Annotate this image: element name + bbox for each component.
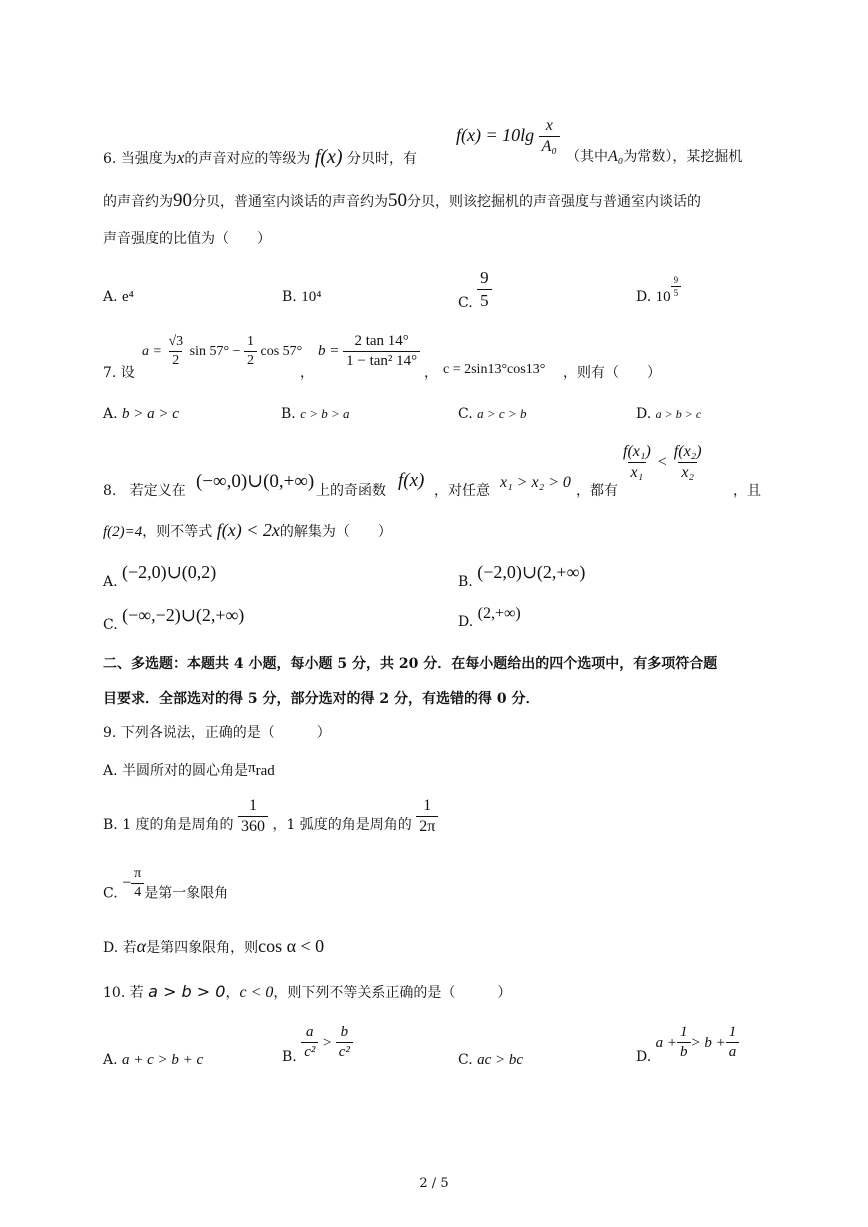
q8-t5: ，且 (733, 483, 761, 499)
q8-line2: f(2)=4，则不等式 f(x) < 2x的解集为（ ） (103, 520, 392, 540)
q8-condition: x₁ > x₂ > 0 (500, 474, 571, 491)
q6-option-b: B. 10⁴ (282, 289, 322, 305)
q7-a-expr: a = $\frac{√3}{2}$ sin 57° − $\frac{1}{2}$ cos 57° (142, 334, 303, 369)
q9-option-d: D. 若α是第四象限角，则cos α < 0 (103, 936, 325, 956)
q8-t2: 上的奇函数 (316, 483, 386, 499)
q7-option-c: C. a > c > b (458, 406, 527, 422)
q6-line1: 6. 当强度为x的声音对应的等级为 f(x) 分贝时，有 (103, 146, 418, 168)
q7-comma: ， (300, 365, 314, 381)
q9-option-c: C. − $\frac{\pi}{4}$ 是第一象限角 (103, 866, 229, 902)
q10-option-d: D. a + $\frac{1}{b}$ > b + $\frac{1}{a}$ (636, 1024, 739, 1065)
q6-option-c: C. $\frac{9}{5}$ (458, 268, 492, 311)
q6-line3: 声音强度的比值为（ ） (103, 231, 271, 247)
section-2-line1: 二、多选题：本题共 4 小题，每小题 5 分，共 20 分．在每小题给出的四个选项中，有多项符合题 (103, 656, 718, 672)
q8-option-b: B. (−2,0)∪(2,+∞) (458, 562, 586, 590)
q8-option-d: D. (2,+∞) (458, 605, 521, 630)
q8-option-c: C. (−∞,−2)∪(2,+∞) (103, 605, 245, 633)
q7-option-b: B. c > b > a (281, 406, 350, 422)
q9-stem: 9. 下列各说法，正确的是（ ） (103, 725, 331, 741)
q6-formula: f(x) = 10lg $\frac{x}{\text{A₀}}$ (456, 117, 560, 157)
q7-tail: ，则有（ ） (563, 365, 661, 381)
q8-domain: (−∞,0)∪(0,+∞) (196, 471, 315, 492)
q7-c-expr: c = 2sin13°cos13° (443, 362, 546, 377)
section-2-line2: 目要求．全部选对的得 5 分，部分选对的得 2 分，有选错的得 0 分． (103, 691, 540, 707)
q6-line2: 的声音约为90分贝，普通室内谈话的声音约为50分贝，则该挖掘机的声音强度与普通室内谈话的 (103, 190, 701, 211)
q8-line1: 8. 若定义在 (103, 483, 186, 499)
q7-b-expr: b = $\frac{2 \tan 14^\circ}{\text{1 − tan² 14°}}$ (318, 333, 420, 371)
page-number: 2 / 5 (419, 1176, 449, 1191)
q9-option-a: A. 半圆所对的圆心角是πrad (103, 760, 275, 779)
q8-option-a: A. (−2,0)∪(0,2) (103, 562, 217, 590)
q6-line1-tail: （其中A₀为常数），某挖掘机 (566, 148, 743, 165)
q8-t3: ，对任意 (434, 483, 490, 499)
q8-t4: ，都有 (576, 483, 618, 499)
q7-comma: ， (424, 365, 438, 381)
q7-number: 7. 设 (103, 365, 135, 381)
q10-option-b: B. $\frac{a}{\text{c²}}$ > $\frac{b}{\text{c²}}$ (282, 1024, 353, 1065)
q8-ratio-inequality: $\frac{\text{f(x₁)}}{\text{x₁}}$ < $\frac{\text{f(x₂)}}{\text{x₂}}$ (623, 443, 702, 482)
q6-option-d: D. 10 $\frac{9}{5}$ (636, 275, 681, 306)
q10-option-c: C. ac > bc (458, 1052, 524, 1068)
q7-option-d: D. a > b > c (636, 406, 702, 422)
q7-option-a: A. b > a > c (103, 406, 179, 422)
q6-option-a: A. e⁴ (103, 289, 134, 305)
q10-stem: 10. 若 a > b > 0，c < 0，则下列不等关系正确的是（ ） (103, 982, 512, 1001)
q8-fx: f(x) (398, 470, 425, 491)
q10-option-a: A. a + c > b + c (103, 1052, 204, 1068)
q9-option-b: B. 1 度的角是周角的 $\frac{1}{360}$ ，1 弧度的角是周角的 $\frac{1}{2\pi}$ (103, 797, 438, 837)
